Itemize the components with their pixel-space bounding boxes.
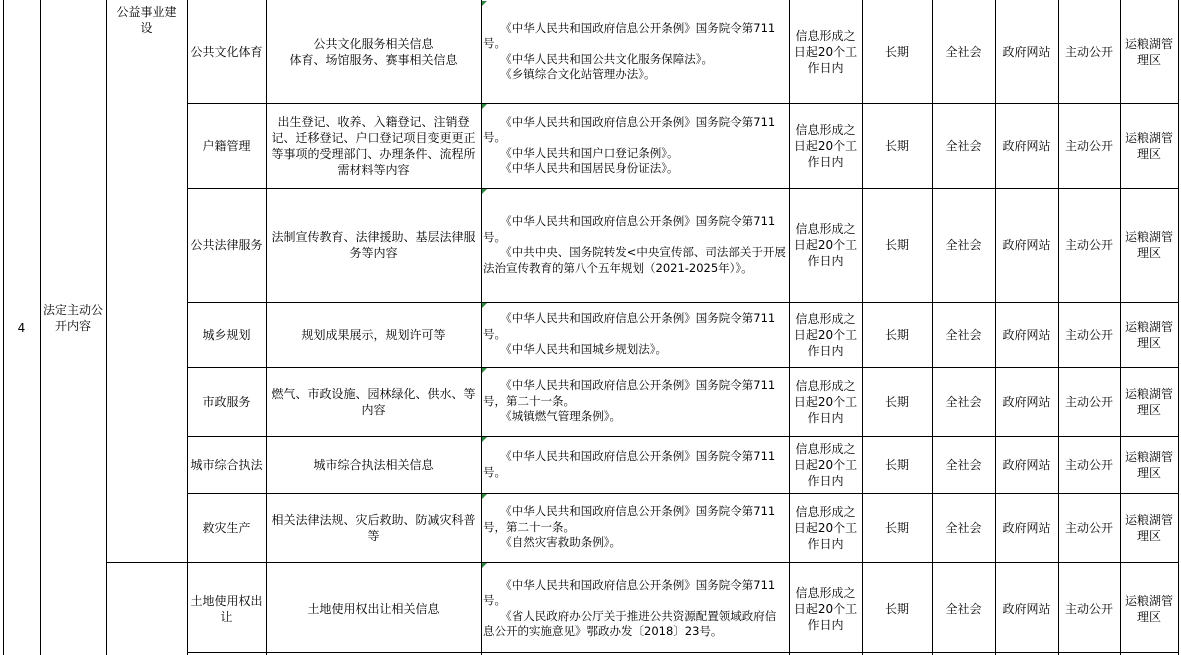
row-3-item-cell[interactable] — [187, 188, 266, 302]
row-4-dept-text: 运粮湖管理区 — [1124, 319, 1173, 350]
grid-column-line — [106, 0, 107, 655]
grid-column-line — [862, 0, 863, 655]
row-2-time-limit-text: 信息形成之日起20个工作日内 — [793, 122, 858, 169]
row-5-mode-text: 主动公开 — [1064, 394, 1113, 409]
row-1-item-text: 公共文化体育 — [190, 44, 263, 59]
row-5-audience-cell[interactable] — [932, 367, 995, 436]
grid-row-line — [106, 562, 188, 563]
row-4-mode-text: 主动公开 — [1064, 327, 1113, 342]
row-3-mode-text: 主动公开 — [1064, 238, 1113, 252]
row-5-mode-cell[interactable] — [1058, 367, 1120, 436]
row-3-audience-cell[interactable] — [932, 188, 995, 302]
row-3-mode-cell[interactable] — [1058, 188, 1120, 302]
cell-comment-marker-icon — [482, 563, 487, 568]
row-7-audience-text: 全社会 — [945, 520, 982, 535]
row-4-time-limit-cell[interactable] — [789, 302, 862, 367]
row-5-channel-cell[interactable] — [995, 367, 1058, 436]
row-5-dept-text: 运粮湖管理区 — [1124, 386, 1173, 417]
row-8-item-cell[interactable] — [187, 562, 266, 655]
row-5-basis-text: 《中华人民共和国政府信息公开条例》国务院令第711号，第二十一条。 《城镇燃气管理条例》。 — [483, 378, 776, 424]
grid-column-line — [266, 0, 267, 655]
row-1-channel-text: 政府网站 — [1002, 44, 1051, 59]
group-index-cell[interactable]: 4 — [17, 320, 26, 335]
grid-column-line — [187, 0, 188, 655]
row-2-retention-cell[interactable] — [862, 103, 932, 188]
row-1-retention-cell[interactable] — [862, 0, 932, 103]
row-7-time-limit-text: 信息形成之日起20个工作日内 — [793, 504, 858, 551]
grid-row-line — [187, 188, 1179, 189]
row-5-time-limit-cell[interactable] — [789, 367, 862, 436]
row-1-dept-text: 运粮湖管理区 — [1124, 36, 1173, 67]
row-4-dept-cell[interactable] — [1120, 302, 1178, 367]
row-8-channel-text: 政府网站 — [1002, 601, 1051, 616]
row-2-content-text: 出生登记、收养、入籍登记、注销登记、迁移登记、户口登记项目变更更正等事项的受理部门、办理条件、流程所需材料等内容 — [271, 114, 476, 177]
row-8-retention-cell[interactable] — [862, 562, 932, 655]
row-8-content-text: 土地使用权出让相关信息 — [307, 601, 440, 616]
grid-column-line — [481, 0, 482, 655]
row-2-time-limit-cell[interactable] — [789, 103, 862, 188]
row-7-item-text: 救灾生产 — [202, 520, 251, 535]
row-5-content-cell[interactable] — [266, 367, 481, 436]
row-3-content-text: 法制宣传教育、法律援助、基层法律服务等内容 — [271, 230, 476, 260]
grid-row-line — [187, 652, 1179, 653]
row-3-channel-cell[interactable] — [995, 188, 1058, 302]
row-6-retention-text: 长期 — [884, 457, 909, 472]
row-6-content-cell[interactable] — [266, 436, 481, 493]
row-2-mode-cell[interactable] — [1058, 103, 1120, 188]
grid-column-line — [1120, 0, 1121, 655]
row-6-content-text: 城市综合执法相关信息 — [313, 457, 434, 472]
grid-row-line — [187, 493, 1179, 494]
row-4-item-text: 城乡规划 — [202, 327, 251, 342]
row-3-retention-text: 长期 — [884, 238, 909, 252]
row-1-time-limit-cell[interactable] — [789, 0, 862, 103]
row-4-item-cell[interactable] — [187, 302, 266, 367]
row-6-dept-text: 运粮湖管理区 — [1124, 449, 1173, 480]
row-5-content-text: 燃气、市政设施、园林绿化、供水、等内容 — [271, 386, 476, 417]
row-7-item-cell[interactable] — [187, 493, 266, 562]
row-7-basis-text: 《中华人民共和国政府信息公开条例》国务院令第711号，第二十一条。 《自然灾害救助条例》。 — [483, 504, 776, 550]
row-6-channel-text: 政府网站 — [1002, 457, 1051, 472]
grid-row-line — [187, 367, 1179, 368]
row-1-mode-text: 主动公开 — [1064, 44, 1113, 59]
grid-column-line — [789, 0, 790, 655]
row-6-time-limit-cell[interactable] — [789, 436, 862, 493]
row-8-mode-text: 主动公开 — [1064, 601, 1113, 616]
row-5-item-cell[interactable] — [187, 367, 266, 436]
grid-column-line — [1058, 0, 1059, 655]
row-8-mode-cell[interactable] — [1058, 562, 1120, 655]
row-2-dept-text: 运粮湖管理区 — [1124, 130, 1173, 161]
grid-column-line — [40, 0, 41, 655]
row-8-audience-cell[interactable] — [932, 562, 995, 655]
row-6-mode-text: 主动公开 — [1064, 457, 1113, 472]
row-7-dept-text: 运粮湖管理区 — [1124, 512, 1173, 543]
row-2-channel-text: 政府网站 — [1002, 138, 1051, 153]
row-1-dept-cell[interactable] — [1120, 0, 1178, 103]
row-1-content-text: 公共文化服务相关信息 体育、场馆服务、赛事相关信息 — [289, 36, 458, 67]
row-4-time-limit-text: 信息形成之日起20个工作日内 — [793, 311, 858, 358]
row-3-retention-cell[interactable] — [862, 188, 932, 302]
row-2-dept-cell[interactable] — [1120, 103, 1178, 188]
row-1-mode-cell[interactable] — [1058, 0, 1120, 103]
row-2-basis-text: 《中华人民共和国政府信息公开条例》国务院令第711号。 《中华人民共和国户口登记条例》。 《中华人民共和国居民身份证法》。 — [483, 114, 776, 175]
row-4-audience-cell[interactable] — [932, 302, 995, 367]
row-4-retention-cell[interactable] — [862, 302, 932, 367]
row-4-audience-text: 全社会 — [945, 327, 982, 342]
row-1-time-limit-text: 信息形成之日起20个工作日内 — [793, 28, 858, 75]
row-4-content-cell[interactable] — [266, 302, 481, 367]
row-4-retention-text: 长期 — [884, 327, 909, 342]
row-3-channel-text: 政府网站 — [1002, 238, 1051, 252]
grid-column-line — [3, 0, 4, 655]
row-4-channel-cell[interactable] — [995, 302, 1058, 367]
grid-column-line — [932, 0, 933, 655]
row-6-audience-cell[interactable] — [932, 436, 995, 493]
row-8-time-limit-cell[interactable] — [789, 562, 862, 655]
grid-column-line — [995, 0, 996, 655]
row-8-dept-text: 运粮湖管理区 — [1124, 593, 1173, 624]
row-2-item-cell[interactable] — [187, 103, 266, 188]
row-3-dept-cell[interactable] — [1120, 188, 1178, 302]
row-3-basis-cell[interactable] — [481, 188, 789, 302]
row-6-item-text: 城市综合执法 — [190, 457, 263, 472]
group-subcategory-cell[interactable]: 公益事业建设 — [116, 5, 177, 35]
row-6-channel-cell[interactable] — [995, 436, 1058, 493]
row-8-item-text: 土地使用权出让 — [190, 593, 263, 624]
row-8-content-cell[interactable] — [266, 562, 481, 655]
row-3-time-limit-cell[interactable] — [789, 188, 862, 302]
row-1-channel-cell[interactable] — [995, 0, 1058, 103]
cell-comment-marker-icon — [482, 104, 487, 109]
cell-comment-marker-icon — [482, 189, 487, 194]
row-2-item-text: 户籍管理 — [202, 138, 251, 153]
grid-row-line — [187, 436, 1179, 437]
row-7-channel-text: 政府网站 — [1002, 520, 1051, 535]
row-3-time-limit-text: 信息形成之日起20个工作日内 — [793, 222, 858, 268]
row-7-content-text: 相关法律法规、灾后救助、防减灾科普等 — [271, 512, 476, 543]
row-1-audience-cell[interactable] — [932, 0, 995, 103]
row-7-mode-text: 主动公开 — [1064, 520, 1113, 535]
row-7-audience-cell[interactable] — [932, 493, 995, 562]
row-2-mode-text: 主动公开 — [1064, 138, 1113, 153]
row-1-audience-text: 全社会 — [945, 44, 982, 59]
group-category-cell[interactable]: 法定主动公开内容 — [43, 302, 104, 333]
row-5-dept-cell[interactable] — [1120, 367, 1178, 436]
row-6-basis-cell[interactable] — [481, 436, 789, 493]
row-3-item-text: 公共法律服务 — [190, 238, 263, 252]
row-2-audience-text: 全社会 — [945, 138, 982, 153]
row-7-retention-text: 长期 — [884, 520, 909, 535]
row-5-basis-cell[interactable] — [481, 367, 789, 436]
row-7-channel-cell[interactable] — [995, 493, 1058, 562]
row-1-content-cell[interactable] — [266, 0, 481, 103]
row-3-basis-text: 《中华人民共和国政府信息公开条例》国务院令第711号。 《中共中央、国务院转发<中央宣传部、司法部关于开展法治宣传教育的第八个五年规划（2021-2025年）》。 — [483, 214, 786, 275]
row-6-dept-cell[interactable] — [1120, 436, 1178, 493]
row-2-content-cell[interactable] — [266, 103, 481, 188]
row-8-basis-cell[interactable] — [481, 562, 789, 655]
row-4-content-text: 规划成果展示，规划许可等 — [301, 327, 446, 342]
row-6-item-cell[interactable] — [187, 436, 266, 493]
cell-comment-marker-icon — [482, 1, 487, 6]
cell-comment-marker-icon — [482, 303, 487, 308]
row-8-dept-cell[interactable] — [1120, 562, 1178, 655]
row-1-basis-text: 《中华人民共和国政府信息公开条例》国务院令第711号。 《中华人民共和国公共文化服务保障法》。 《乡镇综合文化站管理办法》。 — [483, 20, 776, 81]
row-1-retention-text: 长期 — [884, 44, 909, 59]
row-8-audience-text: 全社会 — [945, 601, 982, 616]
row-1-basis-cell[interactable] — [481, 0, 789, 103]
row-8-basis-text: 《中华人民共和国政府信息公开条例》国务院令第711号。 《省人民政府办公厅关于推进公共资源配置领域政府信息公开的实施意见》鄂政办发〔2018〕23号。 — [483, 577, 777, 638]
row-7-dept-cell[interactable] — [1120, 493, 1178, 562]
row-7-retention-cell[interactable] — [862, 493, 932, 562]
row-3-audience-text: 全社会 — [945, 238, 982, 252]
row-7-basis-cell[interactable] — [481, 493, 789, 562]
row-2-channel-cell[interactable] — [995, 103, 1058, 188]
row-8-retention-text: 长期 — [884, 601, 909, 616]
row-2-basis-cell[interactable] — [481, 103, 789, 188]
row-5-item-text: 市政服务 — [202, 394, 251, 409]
grid-row-line — [187, 562, 1179, 563]
row-3-dept-text: 运粮湖管理区 — [1124, 230, 1173, 260]
row-2-audience-cell[interactable] — [932, 103, 995, 188]
row-6-mode-cell[interactable] — [1058, 436, 1120, 493]
row-7-mode-cell[interactable] — [1058, 493, 1120, 562]
row-5-retention-text: 长期 — [884, 394, 909, 409]
cell-comment-marker-icon — [482, 437, 487, 442]
row-5-time-limit-text: 信息形成之日起20个工作日内 — [793, 378, 858, 425]
row-6-audience-text: 全社会 — [945, 457, 982, 472]
row-4-mode-cell[interactable] — [1058, 302, 1120, 367]
row-6-retention-cell[interactable] — [862, 436, 932, 493]
row-4-basis-text: 《中华人民共和国政府信息公开条例》国务院令第711号。 《中华人民共和国城乡规划法》。 — [483, 311, 776, 357]
row-4-channel-text: 政府网站 — [1002, 327, 1051, 342]
row-8-time-limit-text: 信息形成之日起20个工作日内 — [793, 585, 858, 632]
row-7-time-limit-cell[interactable] — [789, 493, 862, 562]
row-5-retention-cell[interactable] — [862, 367, 932, 436]
row-1-item-cell[interactable] — [187, 0, 266, 103]
row-5-audience-text: 全社会 — [945, 394, 982, 409]
row-4-basis-cell[interactable] — [481, 302, 789, 367]
row-6-time-limit-text: 信息形成之日起20个工作日内 — [793, 441, 858, 488]
row-6-basis-text: 《中华人民共和国政府信息公开条例》国务院令第711号。 — [483, 449, 776, 479]
cell-comment-marker-icon — [482, 368, 487, 373]
grid-row-line — [187, 302, 1179, 303]
grid-row-line — [187, 103, 1179, 104]
row-3-content-cell[interactable] — [266, 188, 481, 302]
row-2-retention-text: 长期 — [884, 138, 909, 153]
group-subcategory-cell-empty[interactable] — [106, 562, 187, 655]
row-5-channel-text: 政府网站 — [1002, 394, 1051, 409]
grid-column-line — [1178, 0, 1179, 655]
row-8-channel-cell[interactable] — [995, 562, 1058, 655]
cell-comment-marker-icon — [482, 494, 487, 499]
row-7-content-cell[interactable] — [266, 493, 481, 562]
